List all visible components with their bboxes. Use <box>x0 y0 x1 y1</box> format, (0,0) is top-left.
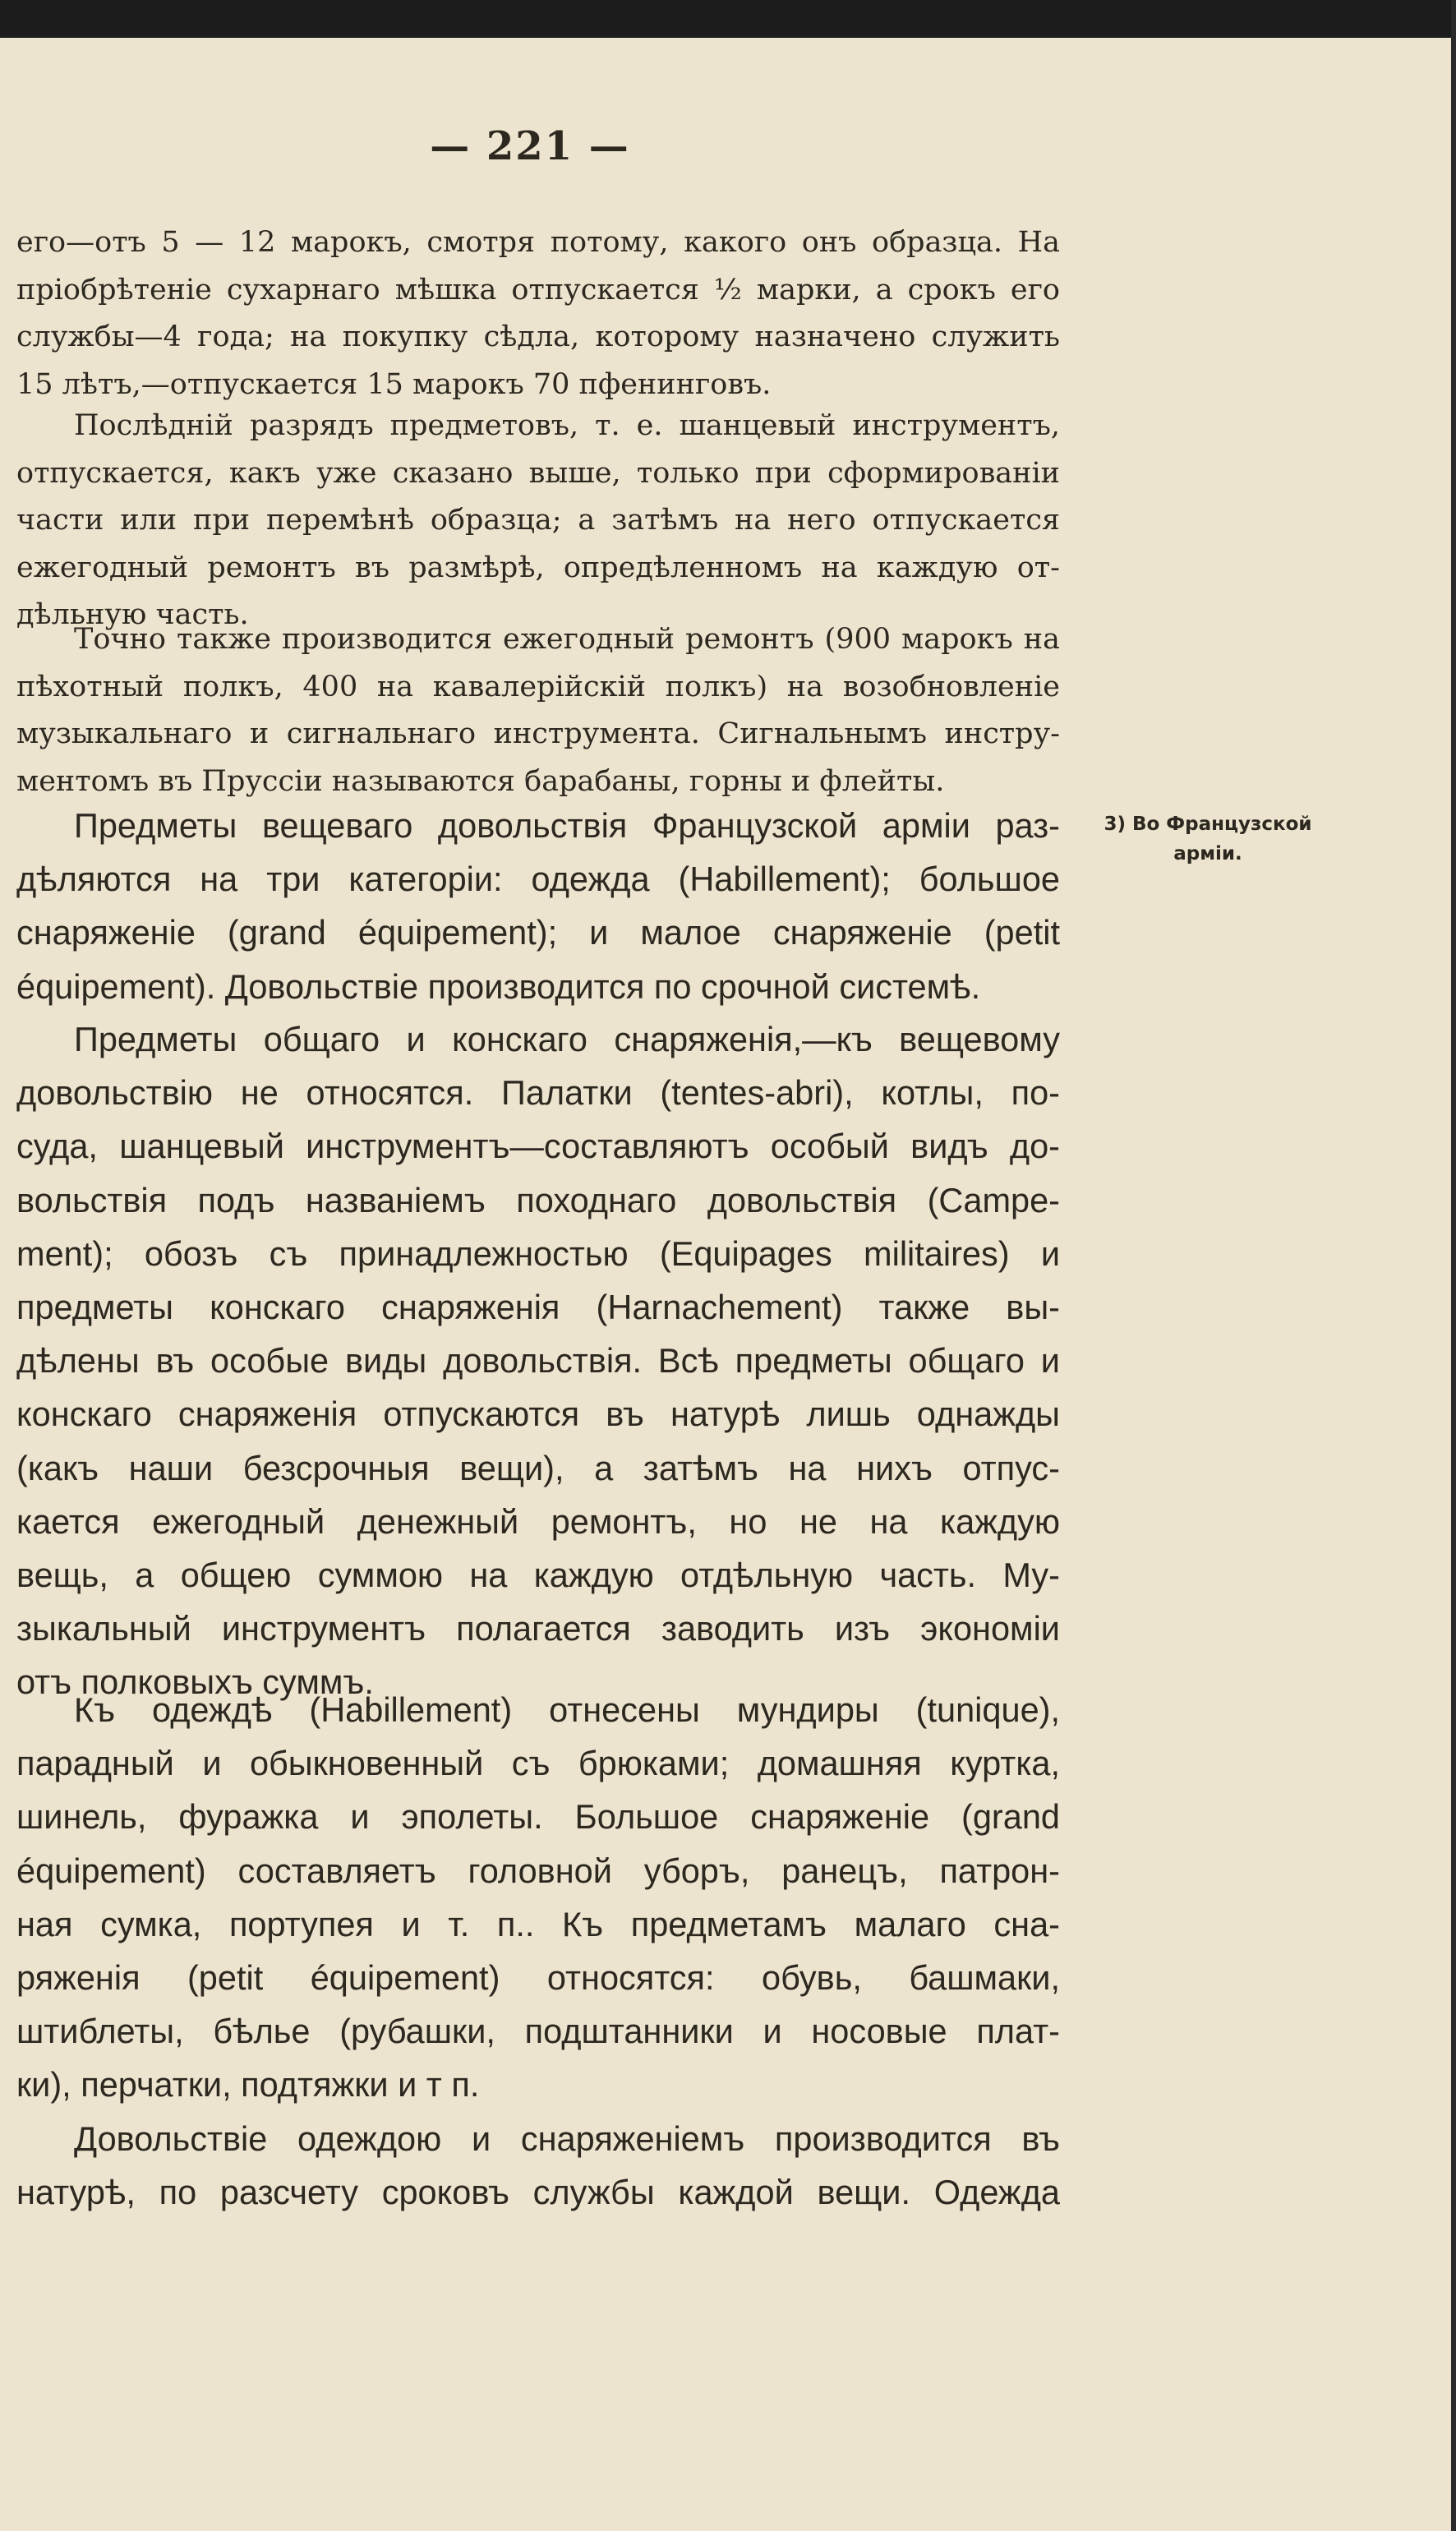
text-line: конскаго снаряженія отпускаются въ натурѣ лишь однажды <box>16 1395 1060 1434</box>
text-line: кается ежегодный денежный ремонтъ, но не на каждую <box>16 1501 1060 1541</box>
text-line: парадный и обыкновенный съ брюками; домашняя куртка, <box>16 1744 1060 1783</box>
text-line: (какъ наши безсрочныя вещи), а затѣмъ на нихъ отпус- <box>16 1448 1060 1487</box>
text-line: штиблеты, бѣлье (рубашки, подштанники и носовые плат- <box>16 2012 1060 2051</box>
paragraph-5 <box>16 1012 1060 1708</box>
text-line: Предметы вещеваго довольствія Французской арміи раз- <box>74 806 1060 845</box>
text-line: équipement) составляетъ головной уборъ, ранецъ, патрон- <box>16 1851 1060 1890</box>
page-number: — 221 — <box>430 123 630 169</box>
paragraph-4 <box>16 799 1060 1013</box>
text-line: отпускается, какъ уже сказано выше, только при сформированіи <box>16 456 1060 490</box>
text-line: Точно также производится ежегодный ремонтъ (900 марокъ на <box>74 623 1060 656</box>
text-line: ежегодный ремонтъ въ размѣрѣ, опредѣленномъ на каждую от- <box>16 551 1060 584</box>
text-line: шинель, фуражка и эполеты. Большое снаряженіе (grand <box>16 1797 1060 1837</box>
paragraph-6 <box>16 1683 1060 2112</box>
text-line: его—отъ 5 — 12 марокъ, смотря потому, какого онъ образца. На <box>16 226 1060 259</box>
text-line: ная сумка, портупея и т. п.. Къ предметамъ малаго сна- <box>16 1904 1060 1943</box>
text-line: музыкальнаго и сигнальнаго инструмента. Сигнальнымъ инстру- <box>16 717 1060 751</box>
text-line: пріобрѣтеніе сухарнаго мѣшка отпускается ½ марки, а срокъ его <box>16 273 1060 307</box>
scan-right-edge <box>1451 0 1456 2531</box>
scan-top-edge <box>0 0 1456 38</box>
text-line: службы—4 года; на покупку сѣдла, которому назначено служить <box>16 320 1060 354</box>
text-line: вольствія подъ названіемъ походнаго довольствія (Campe- <box>16 1180 1060 1219</box>
text-line: дѣльную часть. <box>16 598 249 632</box>
text-line: Довольствіе одеждою и снаряженіемъ производится въ <box>74 2119 1060 2158</box>
text-line: отъ полковыхъ суммъ. <box>16 1662 374 1702</box>
text-line: ment); обозъ съ принадлежностью (Equipages militaires) и <box>16 1233 1060 1273</box>
text-line: зыкальный инструментъ полагается заводить изъ экономіи <box>16 1609 1060 1648</box>
text-line: дѣляются на три категоріи: одежда (Habillement); большое <box>16 860 1060 899</box>
text-line: ки), перчатки, подтяжки и т п. <box>16 2065 480 2105</box>
text-line: Предметы общаго и конскаго снаряженія,—къ вещевому <box>74 1020 1060 1058</box>
text-line: ментомъ въ Пруссіи называются барабаны, горны и флейты. <box>16 764 945 798</box>
text-line: пѣхотный полкъ, 400 на кавалерійскій полкъ) на возобновленіе <box>16 670 1060 703</box>
paragraph-2 <box>16 403 1060 639</box>
text-line: части или при перемѣнѣ образца; а затѣмъ на него отпускается <box>16 504 1060 537</box>
text-line: вещь, а общею суммою на каждую отдѣльную часть. Му- <box>16 1555 1060 1594</box>
text-line: предметы конскаго снаряженія (Harnachement) также вы- <box>16 1287 1060 1326</box>
text-line: довольствію не относятся. Палатки (tentes-abri), котлы, по- <box>16 1073 1060 1113</box>
text-line: Къ одеждѣ (Habillement) отнесены мундиры (tunique), <box>74 1690 1060 1729</box>
text-line: снаряженіе (grand équipement); и малое снаряженіе (petit <box>16 913 1060 952</box>
text-line: ряженія (petit équipement) относятся: обувь, башмаки, <box>16 1957 1060 1997</box>
paragraph-1 <box>16 219 1060 408</box>
paragraph-7 <box>16 2112 1060 2219</box>
text-line: дѣлены въ особые виды довольствія. Всѣ предметы общаго и <box>16 1341 1060 1381</box>
text-line: équipement). Довольствіе производится по срочной системѣ. <box>16 966 981 1006</box>
text-line: натурѣ, по разсчету сроковъ службы каждой вещи. Одежда <box>16 2173 1060 2212</box>
text-line: суда, шанцевый инструментъ—составляютъ особый видъ до- <box>16 1127 1060 1166</box>
margin-note <box>1076 809 1339 869</box>
text-line: Послѣдній разрядъ предметовъ, т. е. шанцевый инструментъ, <box>74 409 1060 442</box>
margin-note-line: арміи. <box>1173 843 1242 864</box>
text-line: 15 лѣтъ,—отпускается 15 марокъ 70 пфенинговъ. <box>16 367 772 401</box>
paragraph-3 <box>16 616 1060 805</box>
margin-note-line: 3) Во Французской <box>1104 814 1312 835</box>
